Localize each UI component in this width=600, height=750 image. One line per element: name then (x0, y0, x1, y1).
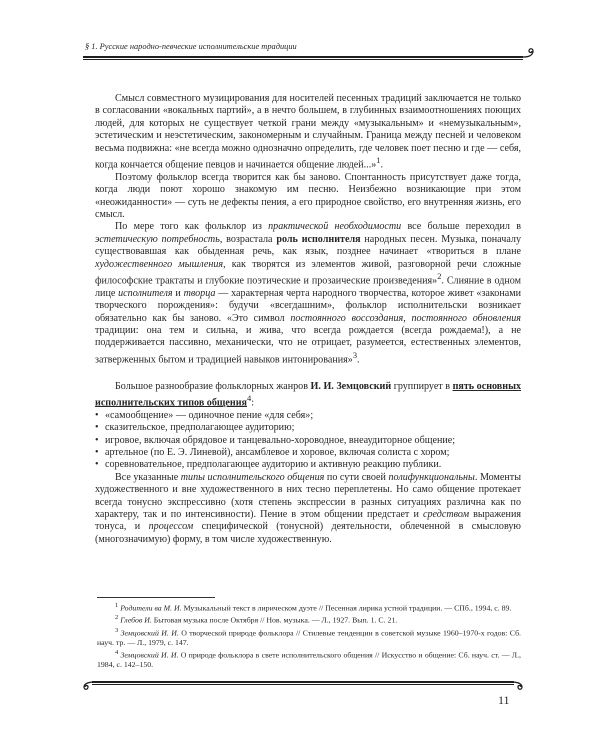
header-rule-thin (83, 59, 523, 60)
footnote: $^1$ Родители ва М. И. Музыкальный текст в лирическом дуэте // Песенная лирика устной традиции. — СПб., 1994, с. 89. (115, 602, 512, 613)
main-text (95, 93, 521, 546)
footnote: $^3$ Земцовский И. И. О творческой природе фольклора // Стилевые тенденции в советской музыке 1960–1970-х годов: Сб. науч. тр. — Л., 1979, с. 147. (97, 626, 522, 648)
list-item: • игровое, включая обрядовое и танцевально-хороводное, внеаудиторное общение; (105, 435, 521, 447)
list-item: • соревновательное, предполагающее аудиторию и активную реакцию публики. (105, 459, 521, 471)
footer-ornament-left-icon (82, 675, 94, 691)
footnote-ref-1: 1 (376, 156, 381, 166)
page-number: 11 (498, 693, 510, 707)
footer-rule-thin (92, 684, 514, 685)
footnote-ref-2: 2 (437, 272, 442, 282)
list-item: • артельное (по Е. Э. Линевой), ансамблевое и хоровое, включая солиста с хором; (105, 447, 521, 459)
list-item: • сказительское, предполагающее аудиторию; (105, 422, 521, 434)
footnote-separator (97, 597, 215, 598)
term-performer-role: роль исполнителя (276, 233, 361, 245)
list-item: • «самообщение» — одиночное пение «для себя»; (105, 410, 521, 422)
paragraph-1: Смысл совместного музицирования для носителей песенных традиций заключается не только в согласовании «вокальных партий», а в нечто большем, в глубинных взаимоотношениях поющих людей, для которых не существует четкой грани между «музыкальным» и «немузыкальным», эстетическим и неэстетическим, закономерным и случайным. Граница между песней и человеком весьма подвижна: «не всегда можно однозначно определить, где человек поет песню и где — себя, когда кончается общение певцов и начинается общение людей...»$^1$. (95, 93, 521, 171)
footer-rule (92, 681, 514, 683)
paragraph-2: Поэтому фольклор всегда творится как бы заново. Спонтанность присутствует даже тогда, когда люди поют хорошо знакомую им песню. Неизбежно возникающие при этом «неожиданности» — суть не дефекты пения, а его природное свойство, его внутренняя жизнь, его смысл. (95, 171, 521, 221)
paragraph-3: По мере того как фольклор из практической необходимости все больше переходил в эстетическую потребность, возрастала роль исполнителя народных песен. Музыка, поначалу существовавшая как обыденная речь, как язык, позднее начинает «твориться в плане художественного мышления, как творятся из элементов живой, разговорной речи сложные философские трактаты и глубокие поэтические и прозаические произведения»$^2$. Слияние в одном лице исполнителя и творца — характерная черта народного творчества, которое живет «законами творческого порождения»: будучи «всегдашним», фольклор исполнительски возникает обязательно как бы заново. «Это символ постоянного воссоздания, постоянного обновления традиции: она тем и сильна, и жива, что всегда рождается (всегда рождаема!), а не поддерживается пассивно, механически, что не отрицает, разумеется, естественных элементов, затверженных бытом и традицией навыков интонирования»$^3$. (95, 221, 521, 366)
running-header-title: § 1. Русские народно-певческие исполнительские традиции (85, 42, 297, 51)
footnotes (97, 601, 521, 670)
footnote-ref-4: 4 (247, 394, 252, 404)
term-five-types: пять основных исполнительских типов общения (95, 380, 522, 409)
paragraph-4: Большое разнообразие фольклорных жанров И. И. Земцовский группирует в пять основных исполнительских типов общения$^4$: (95, 380, 522, 409)
footer-ornament-right-icon (512, 675, 524, 691)
paragraph-5: Все указанные типы исполнительского общения по сути своей полифункциональны. Моменты художественного и вне художественного в них тесно переплетены. Но само общение протекает всегда тонусно экспрессивно (хотя степень экспрессии в разных ситуациях различна как по характеру, так и по интенсивности). Пение в этом общении предстает и средством выражения тонуса, и процессом специфической (тонусной) деятельности, облеченной в смысловую (многозначимую) форму, в том числе художественную. (95, 471, 521, 545)
types-list (95, 410, 521, 472)
header-ornament-icon (523, 47, 535, 63)
footnote: $^4$ Земцовский И. И. О природе фольклора в свете исполнительского общения // Искусство и общение: Сб. науч. ст. — Л., 1984, с. 142–150. (97, 648, 521, 670)
footnote-ref-3: 3 (352, 350, 358, 360)
header-rule (83, 56, 523, 58)
page-footer-ornament (82, 675, 524, 693)
running-header (83, 40, 523, 64)
author-name: И. И. Земцовский (310, 380, 392, 392)
footnote: $^2$ Глебов И. Бытовая музыка после Октября // Нов. музыка. — Л., 1927. Вып. 1. С. 21. (115, 614, 398, 625)
